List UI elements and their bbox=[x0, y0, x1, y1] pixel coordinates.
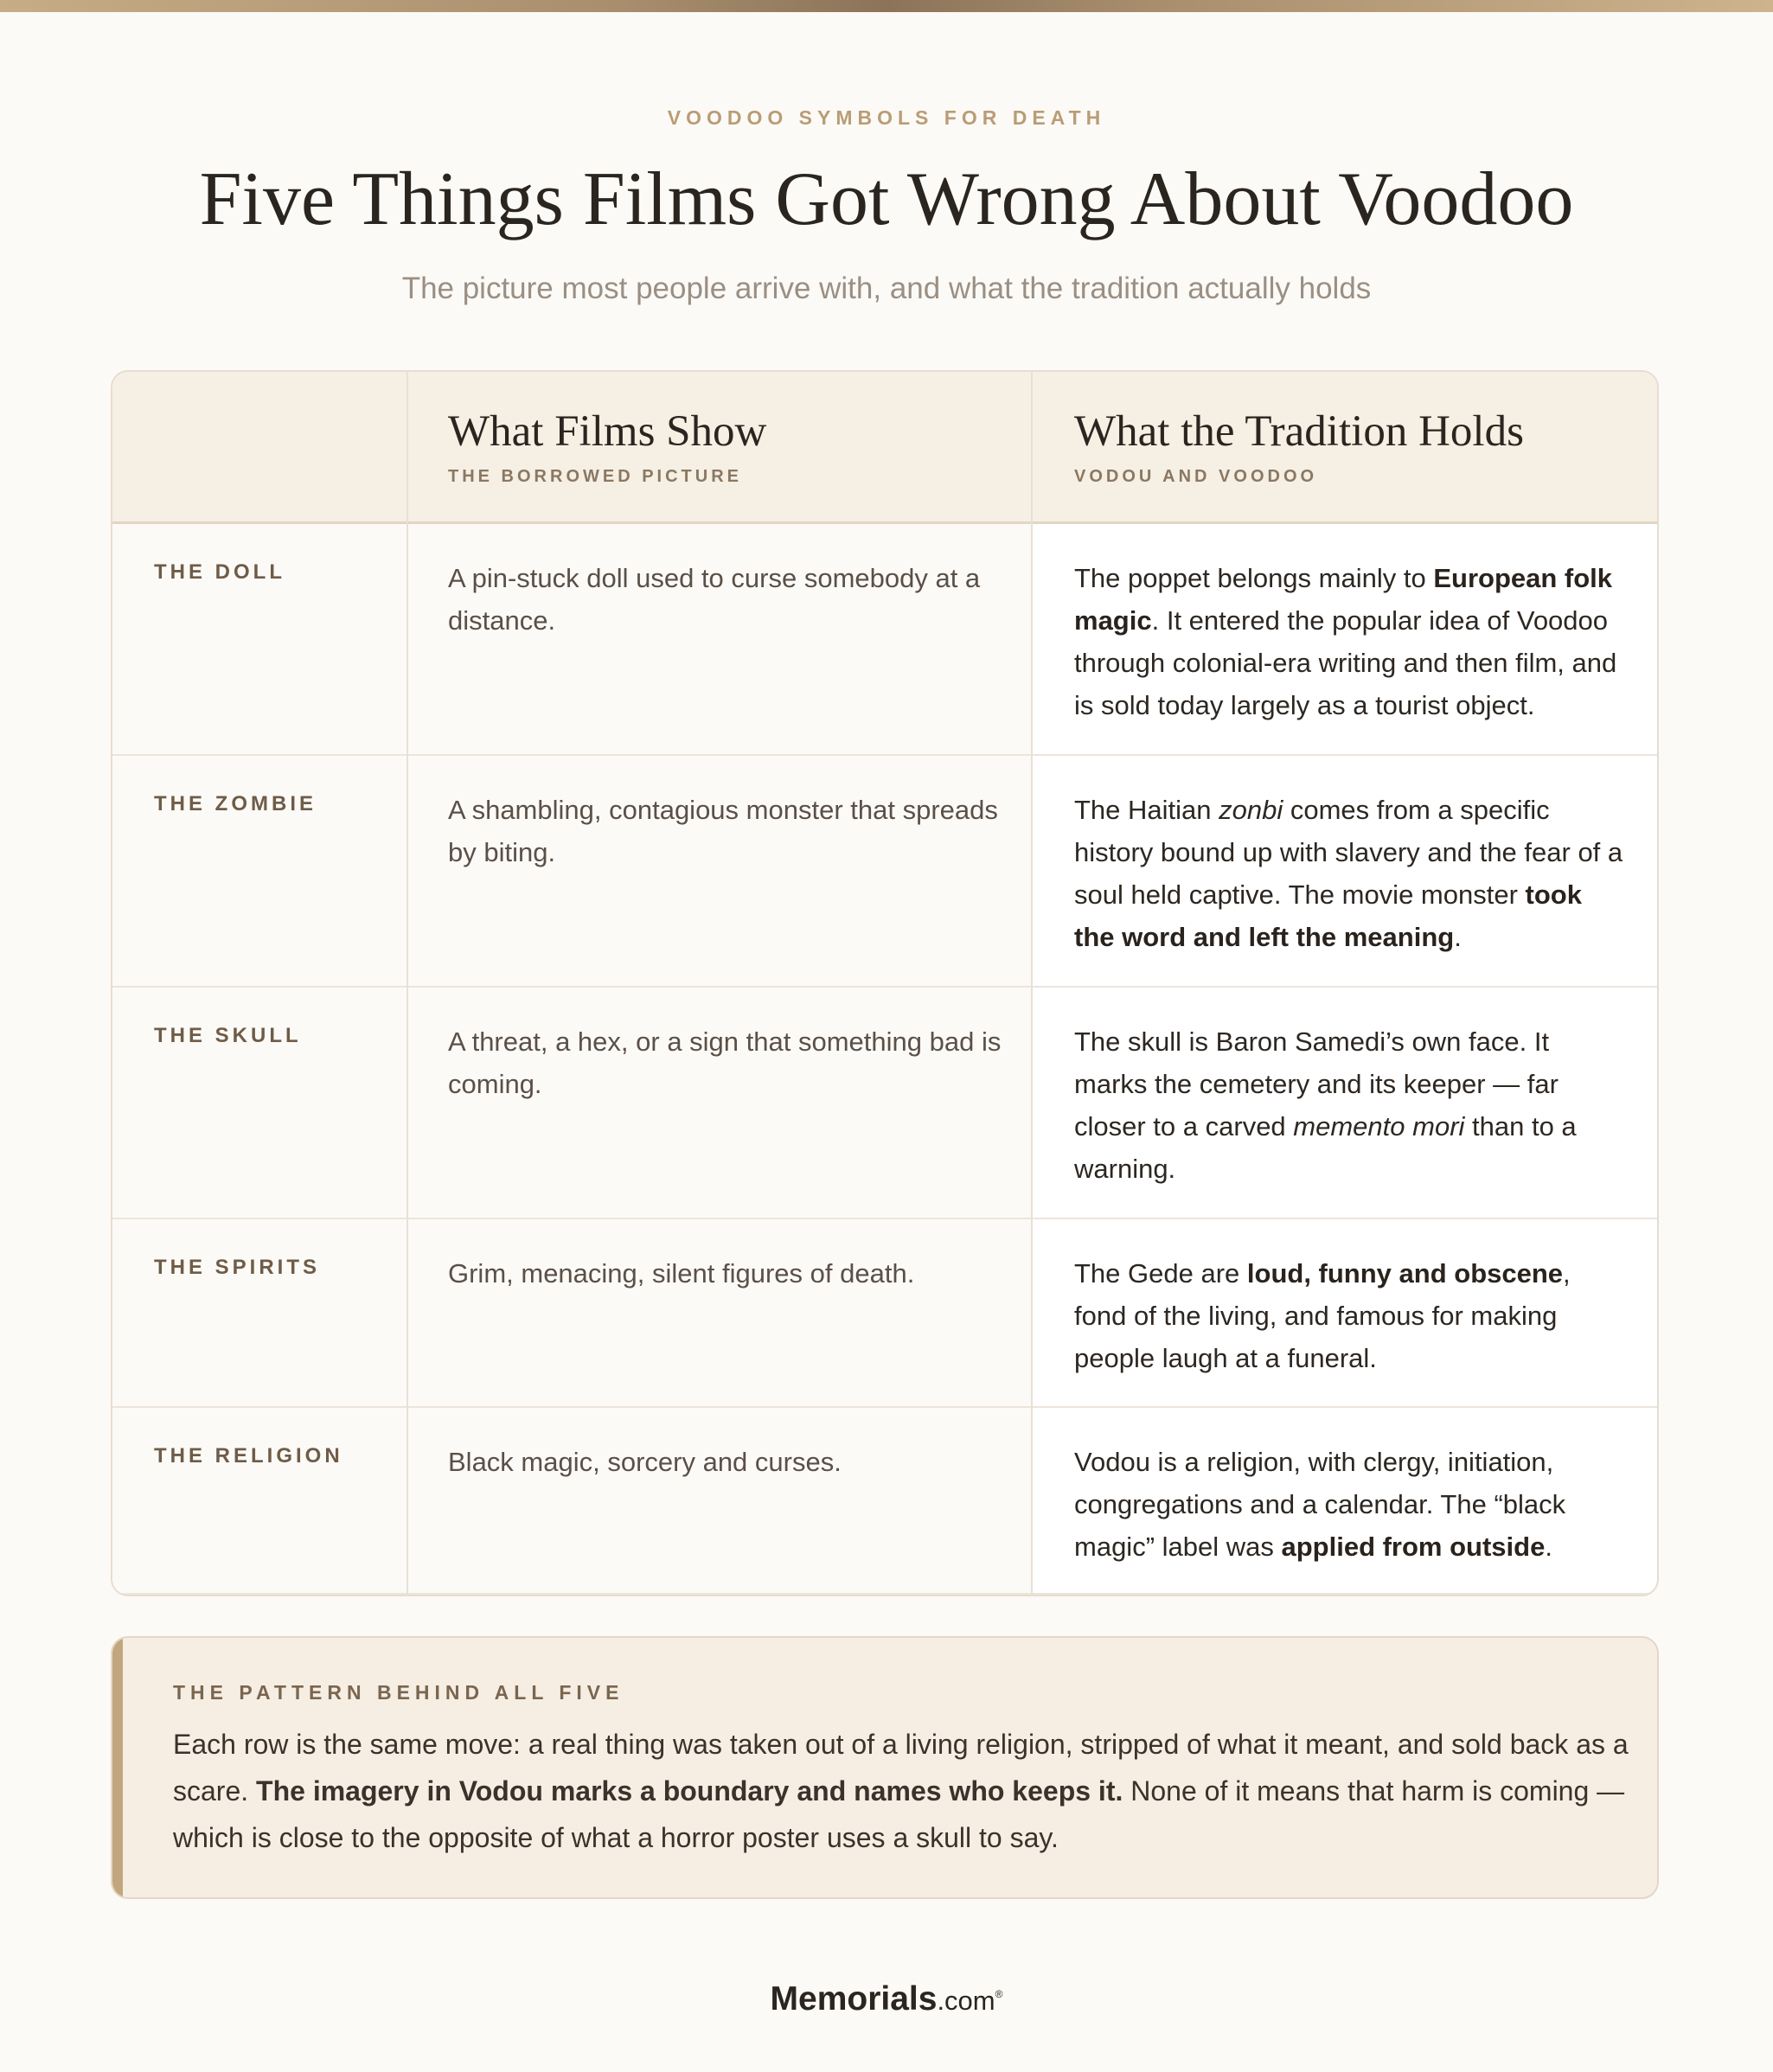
callout-accent-bar bbox=[112, 1638, 123, 1897]
film-description: Grim, menacing, silent figures of death. bbox=[448, 1258, 915, 1289]
callout-text: Each row is the same move: a real thing was taken out of a living religion, stripped of what it meant, and sold back as a scare. The imagery in Vodou marks a boundary and names who keeps it. None of it means that harm is coming — which is close to the opposite of what a horror poster uses a skull to say. bbox=[173, 1729, 1629, 1853]
column-subtitle-tradition: VODOU AND VOODOO bbox=[1074, 467, 1318, 486]
row-label: THE RELIGION bbox=[154, 1444, 343, 1468]
table-row bbox=[112, 988, 1657, 1219]
page-title: Five Things Films Got Wrong About Voodoo bbox=[199, 157, 1574, 241]
callout-label: THE PATTERN BEHIND ALL FIVE bbox=[173, 1681, 624, 1704]
logo-tld: .com bbox=[937, 1986, 995, 2016]
table-row bbox=[112, 1219, 1657, 1408]
film-description: Black magic, sorcery and curses. bbox=[448, 1447, 842, 1477]
table-row bbox=[112, 1408, 1657, 1595]
row-label: THE SPIRITS bbox=[154, 1256, 321, 1279]
tradition-description: The Haitian zonbi comes from a specific history bound up with slavery and the fear of a soul held captive. The movie monster took the word and left the meaning. bbox=[1074, 795, 1623, 952]
tradition-description: The poppet belongs mainly to European folk magic. It entered the popular idea of Voodoo through colonial-era writing and then film, and is sold today largely as a tourist object. bbox=[1074, 563, 1617, 720]
tradition-description: The skull is Baron Samedi’s own face. It marks the cemetery and its keeper — far closer to a carved memento mori than to a warning. bbox=[1074, 1026, 1577, 1184]
column-subtitle-films: THE BORROWED PICTURE bbox=[448, 467, 742, 486]
column-title-tradition: What the Tradition Holds bbox=[1074, 407, 1524, 456]
row-label: THE DOLL bbox=[154, 560, 285, 584]
table-row bbox=[112, 524, 1657, 756]
memorials-logo[interactable] bbox=[0, 1980, 1773, 2018]
column-divider bbox=[1031, 372, 1033, 1595]
logo-wordmark: Memorials bbox=[770, 1980, 938, 2018]
column-title-films: What Films Show bbox=[448, 407, 767, 456]
film-description: A threat, a hex, or a sign that something bad is coming. bbox=[448, 1026, 1002, 1099]
comparison-table bbox=[111, 370, 1659, 1596]
tradition-description: Vodou is a religion, with clergy, initiation, congregations and a calendar. The “black magic” label was applied from outside. bbox=[1074, 1447, 1566, 1562]
tradition-description: The Gede are loud, funny and obscene, fond of the living, and famous for making people laugh at a funeral. bbox=[1074, 1258, 1571, 1373]
top-accent-bar bbox=[0, 0, 1773, 12]
table-row bbox=[112, 756, 1657, 988]
column-divider bbox=[406, 372, 408, 1595]
film-description: A pin-stuck doll used to curse somebody at a distance. bbox=[448, 563, 981, 636]
film-description: A shambling, contagious monster that spreads by biting. bbox=[448, 795, 998, 867]
pattern-callout bbox=[111, 1636, 1659, 1899]
eyebrow-label: VOODOO SYMBOLS FOR DEATH bbox=[667, 106, 1106, 129]
row-label: THE ZOMBIE bbox=[154, 792, 317, 815]
logo-registered-mark: ® bbox=[995, 1988, 1003, 2000]
page-subtitle: The picture most people arrive with, and what the tradition actually holds bbox=[401, 272, 1372, 305]
row-label: THE SKULL bbox=[154, 1024, 302, 1047]
table-header bbox=[112, 372, 1657, 524]
